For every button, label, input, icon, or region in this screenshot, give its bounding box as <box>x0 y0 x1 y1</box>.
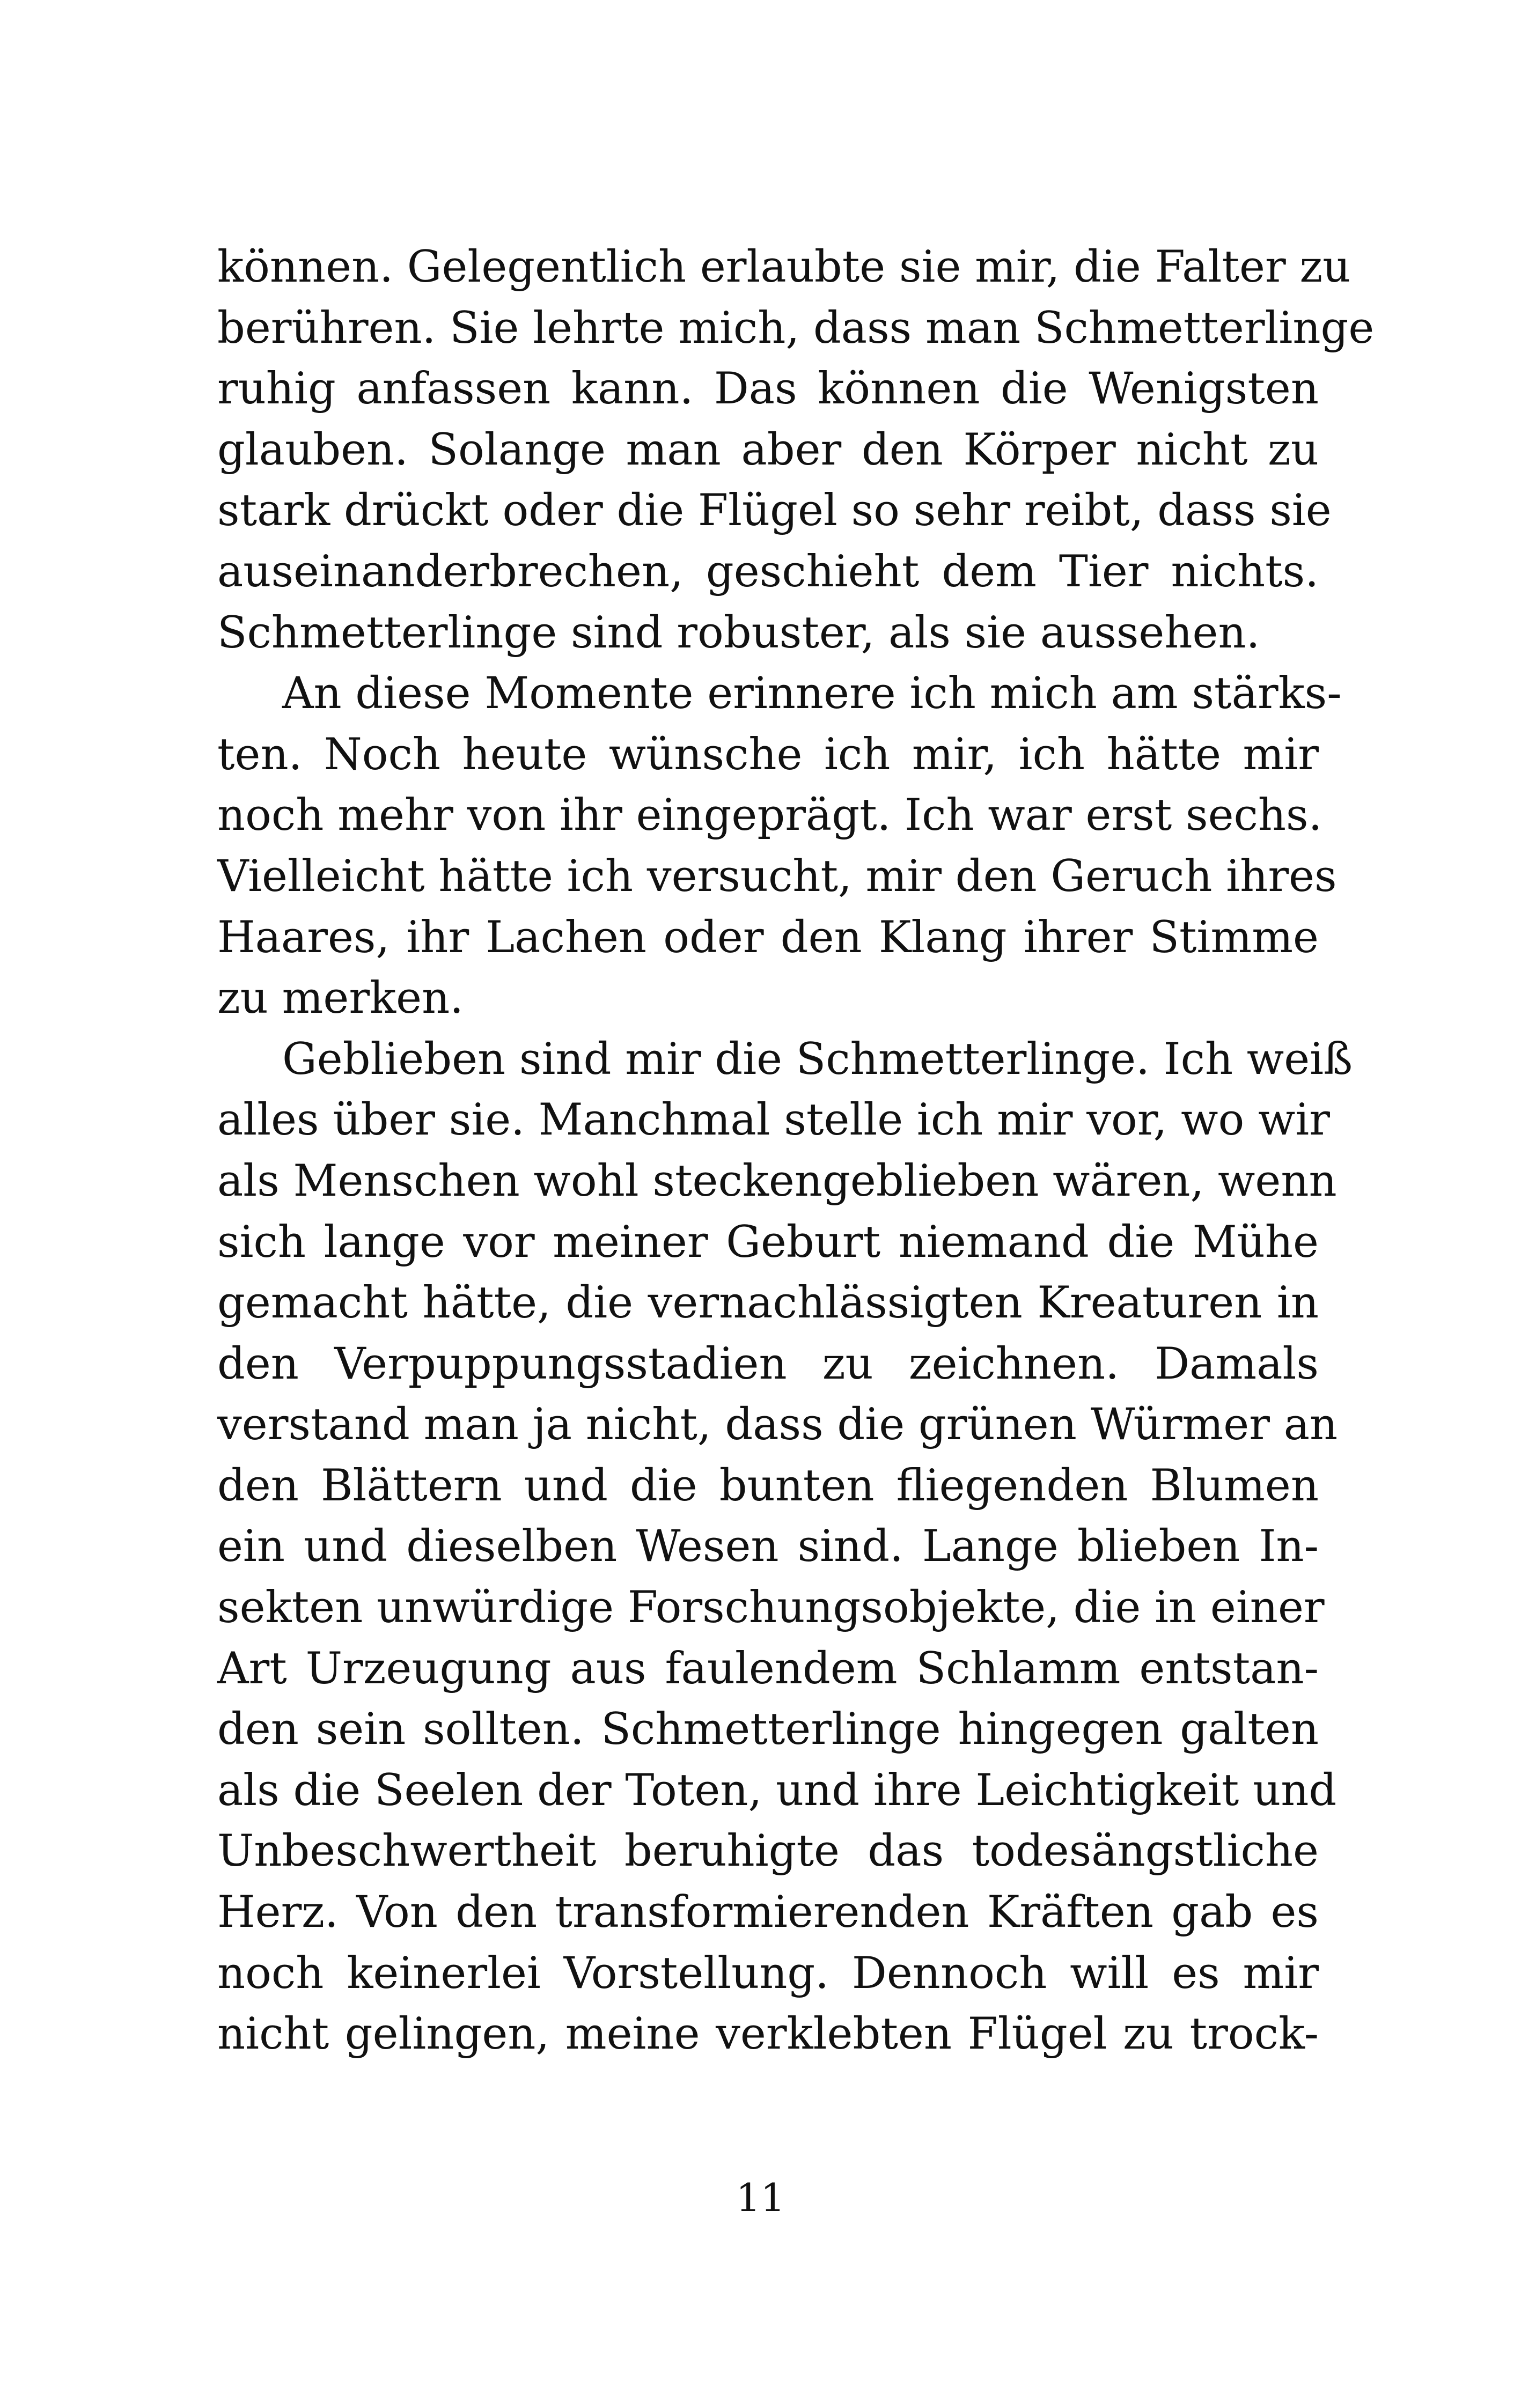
text-line: den Verpuppungsstadien zu zeichnen. Damals <box>217 1338 1319 1389</box>
text-line: noch keinerlei Vorstellung. Dennoch will es mir <box>217 1948 1319 1999</box>
text-line: können. Gelegentlich erlaubte sie mir, die Falter zu <box>217 242 1351 292</box>
text-line: den sein sollten. Schmetterlinge hingegen galten <box>217 1704 1319 1755</box>
text-line: den Blättern und die bunten fliegenden Blumen <box>217 1460 1319 1511</box>
text-line: gemacht hätte, die vernachlässigten Kreaturen in <box>217 1278 1319 1329</box>
text-line: Schmetterlinge sind robuster, als sie aussehen. <box>217 607 1260 658</box>
text-line: glauben. Solange man aber den Körper nicht zu <box>217 424 1319 475</box>
paragraph-start-line: An diese Momente erinnere ich mich am stärks- <box>282 668 1342 719</box>
text-line: sich lange vor meiner Geburt niemand die Mühe <box>217 1217 1319 1268</box>
text-line: Herz. Von den transformierenden Kräften gab es <box>217 1887 1319 1938</box>
page-number: 11 <box>736 2175 785 2220</box>
text-line: Haares, ihr Lachen oder den Klang ihrer Stimme <box>217 912 1319 963</box>
text-line: alles über sie. Manchmal stelle ich mir vor, wo wir <box>217 1095 1330 1146</box>
text-line: sekten unwürdige Forschungsobjekte, die in einer <box>217 1582 1325 1633</box>
text-line: Vielleicht hätte ich versucht, mir den Geruch ihres <box>217 851 1337 902</box>
paragraph-start-line: Geblieben sind mir die Schmetterlinge. Ich weiß <box>282 1034 1353 1085</box>
text-line: ruhig anfassen kann. Das können die Wenigsten <box>217 364 1319 415</box>
text-line: nicht gelingen, meine verklebten Flügel zu trock- <box>217 2009 1319 2060</box>
text-line: berühren. Sie lehrte mich, dass man Schmetterlinge <box>217 303 1375 354</box>
text-line: als die Seelen der Toten, und ihre Leichtigkeit und <box>217 1765 1337 1816</box>
text-line: als Menschen wohl steckengeblieben wären, wenn <box>217 1155 1337 1206</box>
text-line: zu merken. <box>217 973 464 1024</box>
text-line: stark drückt oder die Flügel so sehr reibt, dass sie <box>217 485 1332 536</box>
text-line: auseinanderbrechen, geschieht dem Tier nichts. <box>217 546 1319 597</box>
body-text <box>217 237 1375 2065</box>
text-line: ein und dieselben Wesen sind. Lange blieben In- <box>217 1521 1319 1572</box>
text-line: Unbeschwertheit beruhigte das todesängstliche <box>217 1826 1319 1877</box>
text-line: verstand man ja nicht, dass die grünen Würmer an <box>217 1400 1338 1450</box>
text-line: noch mehr von ihr eingeprägt. Ich war erst sechs. <box>217 790 1322 841</box>
text-line: ten. Noch heute wünsche ich mir, ich hätte mir <box>217 729 1319 780</box>
text-line: Art Urzeugung aus faulendem Schlamm entstan- <box>217 1643 1319 1694</box>
